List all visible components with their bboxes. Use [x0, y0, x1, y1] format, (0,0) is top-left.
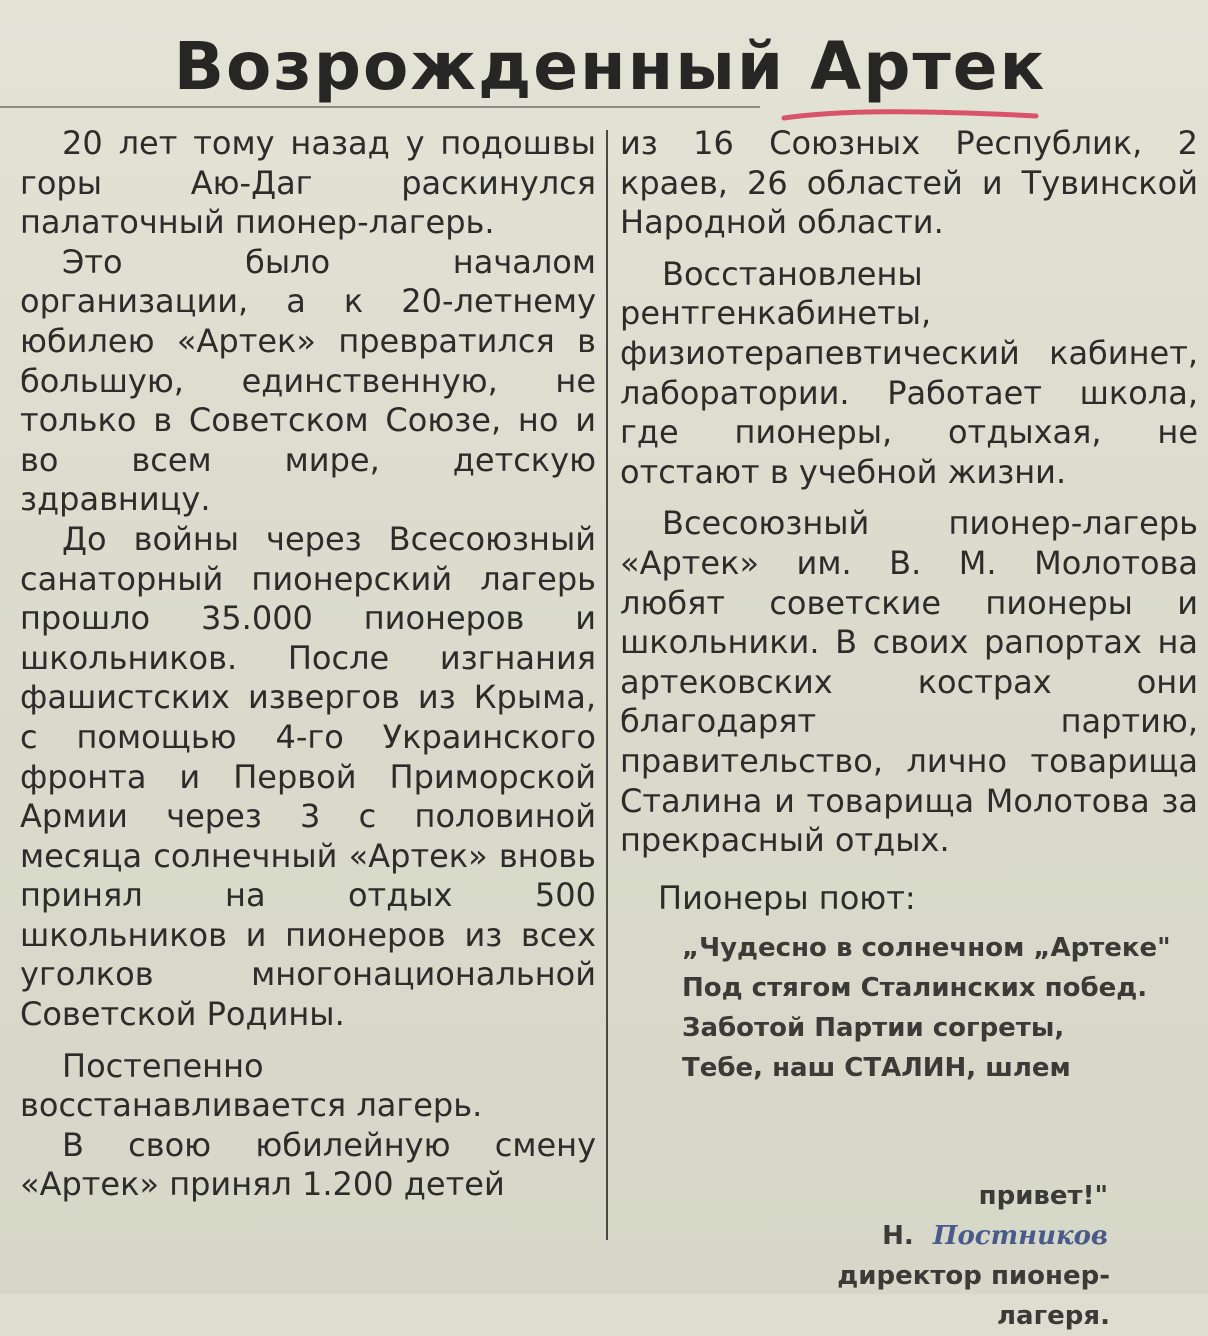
poem-line: Заботой Партии согреты, [682, 1013, 1065, 1044]
poem-line: Под стягом Сталинских побед. [682, 973, 1148, 1004]
paragraph: До войны через Всесоюзный санаторный пионерский лагерь прошло 35.000 пионеров и школьников. После изгнания фашистских извергов из Крыма, с помощью 4-го Украинского фронта и Первой Приморской Армии через 3 с половиной месяца солнечный «Артек» вновь принял на отдых 500 школьников и пионеров из всех уголков многонациональной Советской Родины. [20, 519, 596, 1034]
poem-line: „Чудесно в солнечном „Артеке" [682, 933, 1171, 964]
signature-block [780, 1176, 1160, 1336]
paragraph: В свою юбилейную смену «Артек» принял 1.200 детей [20, 1125, 596, 1204]
signature-initial: Н. [882, 1221, 914, 1251]
poem [682, 928, 1198, 1088]
poem-line: привет!" [978, 1181, 1108, 1211]
left-column [20, 124, 596, 1205]
header-rule [0, 106, 760, 108]
right-column [620, 124, 1198, 1088]
paragraph: Восстановлены рентгенкабинеты, физиотерапевтический кабинет, лаборатории. Работает школа, где пионеры, отдыхая, не отстают в учебной жизни. [620, 254, 1198, 491]
paragraph: 20 лет тому назад у подошвы горы Аю-Даг раскинулся палаточный пионер-лагерь. [20, 124, 596, 242]
poem-last-line [780, 1176, 1160, 1216]
column-divider [606, 130, 608, 1240]
paragraph: из 16 Союзных Республик, 2 краев, 26 областей и Тувинской Народной области. [620, 124, 1198, 242]
signature-role: директор пионер-лагеря. [837, 1261, 1110, 1331]
paragraph: Это было началом организации, а к 20-летнему юбилею «Артек» превратился в большую, единственную, не только в Советском Союзе, но и во всем мире, детскую здравницу. [20, 242, 596, 519]
poem-intro: Пионеры поют: [658, 878, 916, 917]
signature-name [780, 1216, 1160, 1256]
paragraph: Всесоюзный пионер-лагерь «Артек» им. В. М. Молотова любят советские пионеры и школьники. В своих рапортах на артековских кострах они благодарят партию, правительство, лично товарища Сталина и товарища Молотова за прекрасный отдых. [620, 504, 1198, 860]
article-title: Возрожденный Артек [173, 28, 1047, 105]
poem-line: Тебе, наш СТАЛИН, шлем [682, 1053, 1071, 1084]
paragraph: Постепенно восстанавливается лагерь. [20, 1046, 483, 1125]
handwritten-signature: Постников [932, 1221, 1108, 1251]
red-pencil-underline [780, 108, 1040, 122]
